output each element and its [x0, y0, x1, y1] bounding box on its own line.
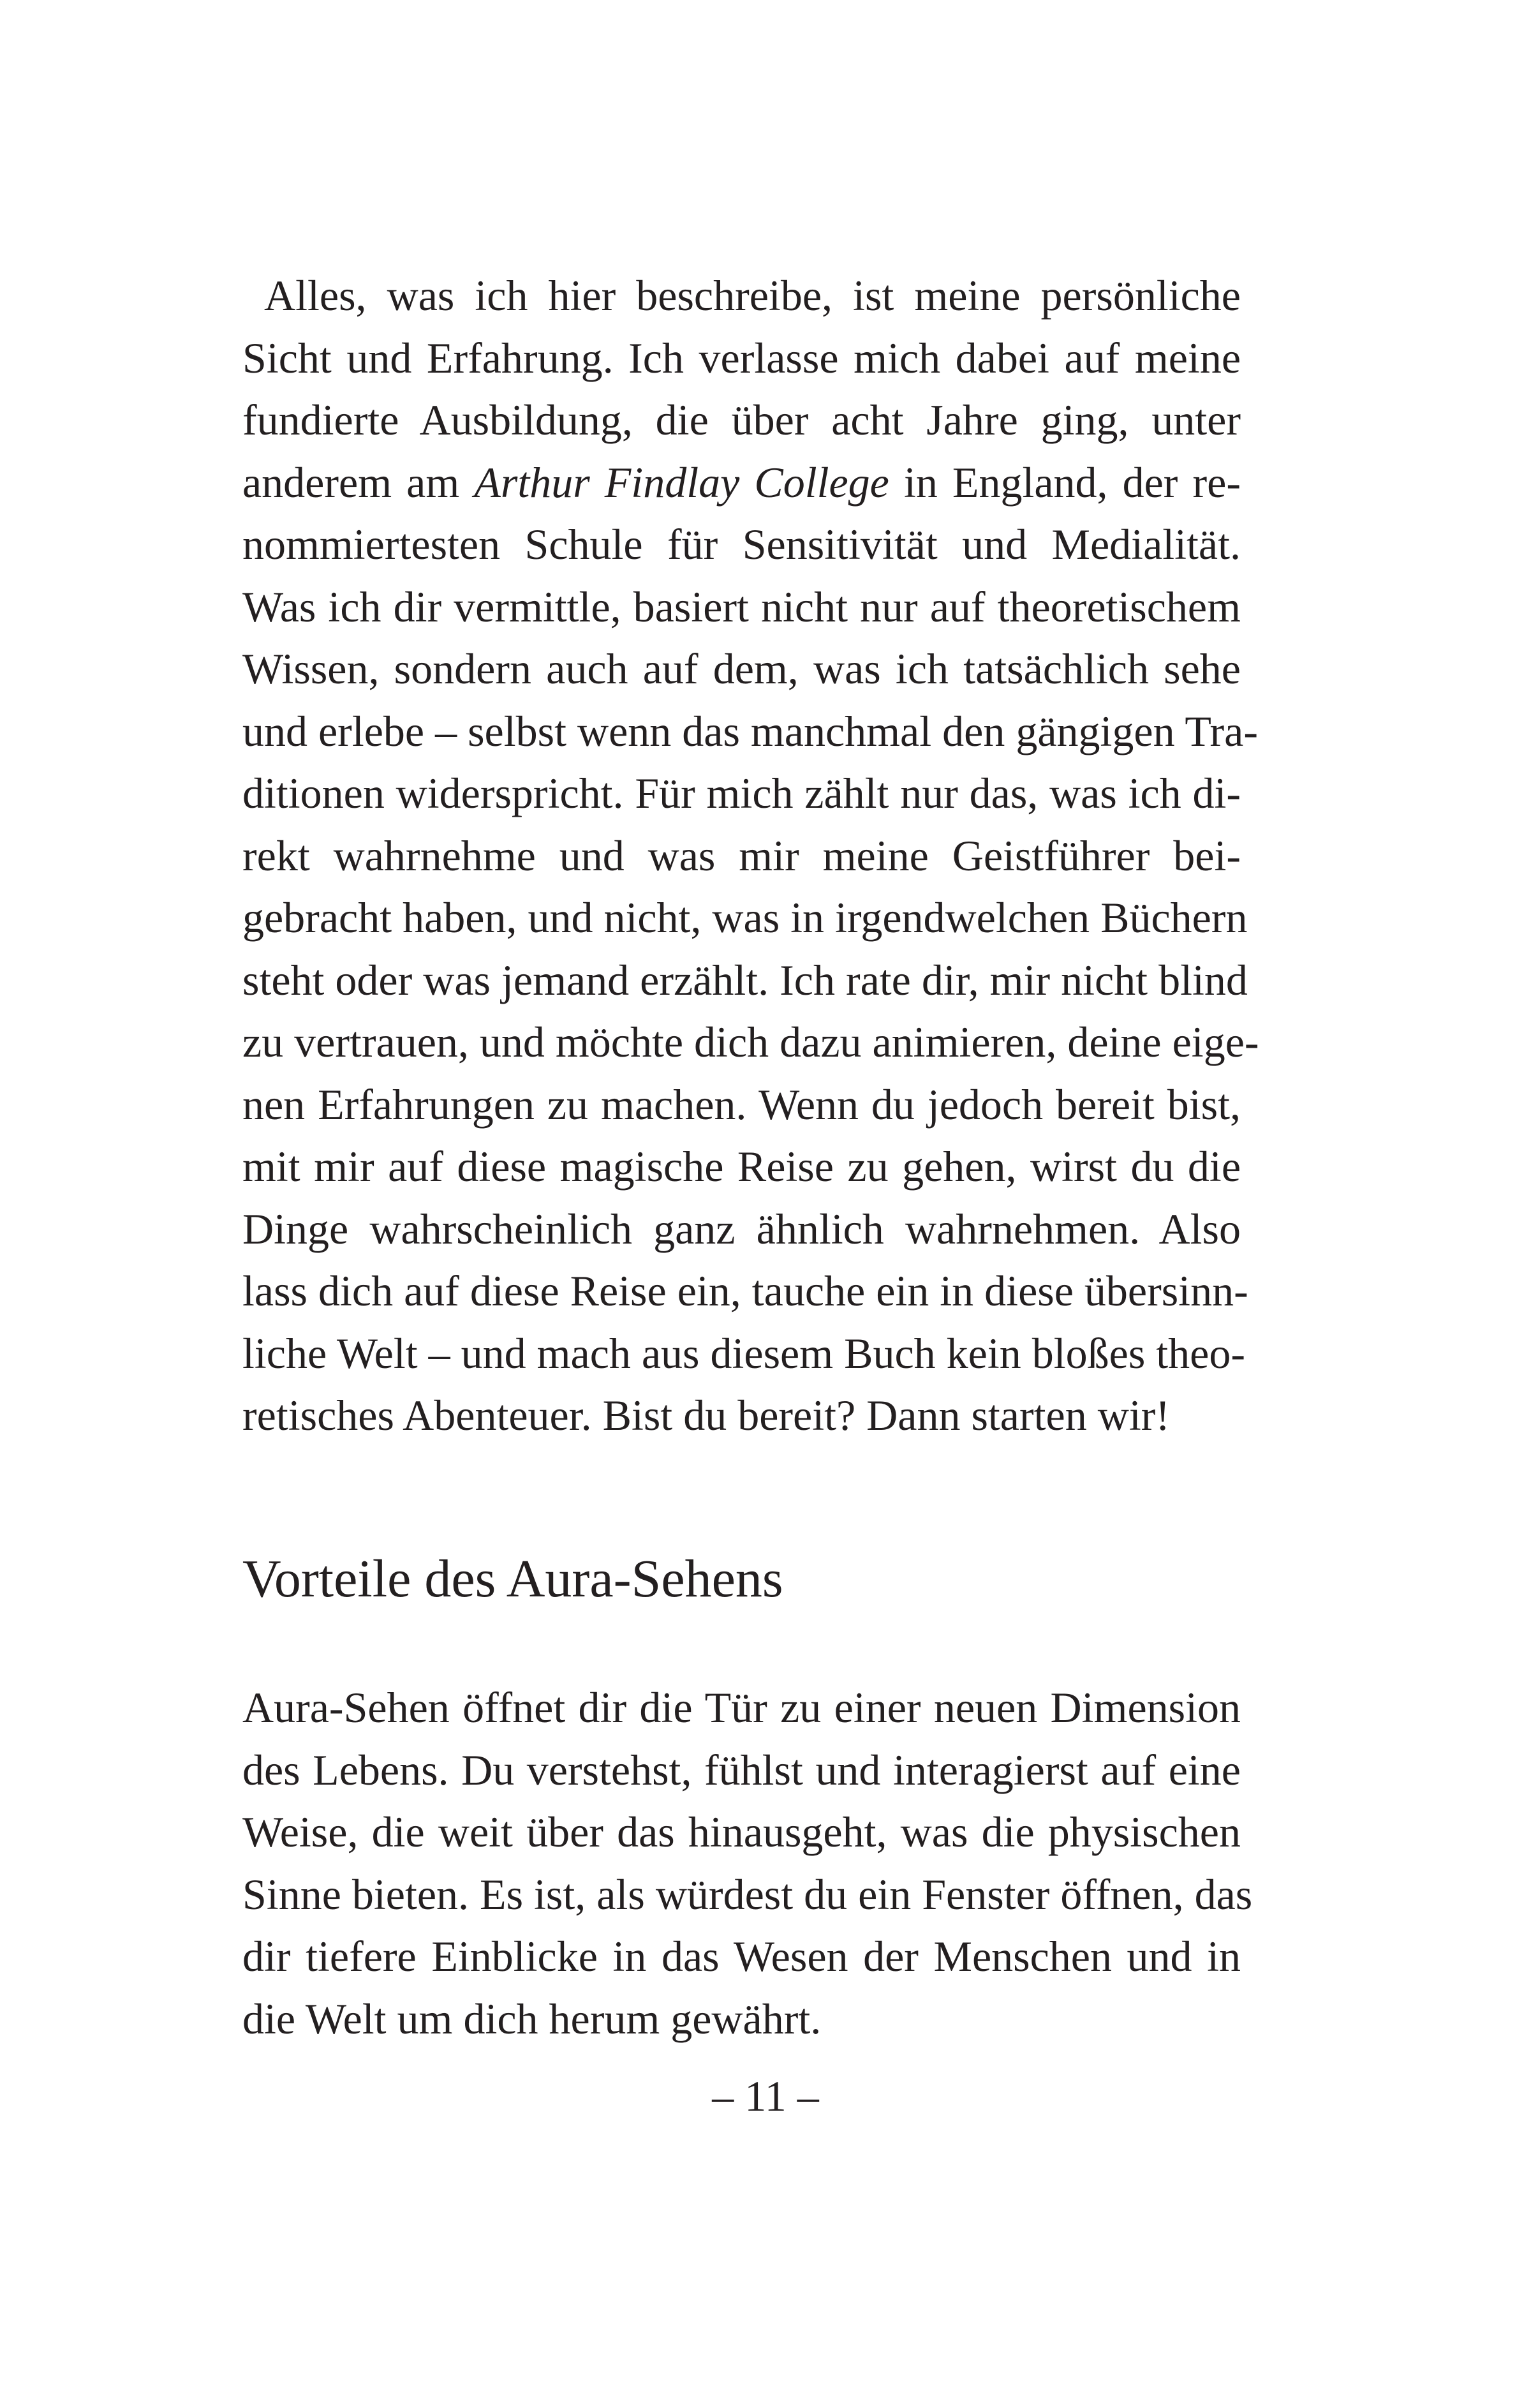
text-line: Alles, was ich hier beschreibe, ist meine persönliche: [264, 271, 1241, 320]
text-line: dir tiefere Einblicke in das Wesen der Menschen und in: [242, 1932, 1241, 1981]
body-paragraph-intro: [242, 265, 1259, 1447]
text-line: lass dich auf diese Reise ein, tauche ein in diese übersinn-: [242, 1267, 1248, 1315]
college-name-italic: Arthur Findlay College: [474, 457, 889, 507]
text-line: liche Welt – und mach aus diesem Buch kein bloßes theo-: [242, 1328, 1246, 1378]
text-run: in England, der re-: [889, 457, 1241, 507]
text-line: Aura-Sehen öffnet dir die Tür zu einer neuen Dimension: [242, 1683, 1241, 1732]
text-line: gebracht haben, und nicht, was in irgendwelchen Büchern: [242, 893, 1248, 942]
text-line: nommiertesten Schule für Sensitivität und Medialität.: [242, 520, 1241, 569]
body-paragraph-aura: [242, 1677, 1253, 2050]
text-line: rekt wahrnehme und was mir meine Geistführer bei-: [242, 831, 1241, 880]
text-line: zu vertrauen, und möchte dich dazu animieren, deine eige-: [242, 1018, 1259, 1066]
text-run: anderem am: [242, 457, 475, 507]
text-line: Wissen, sondern auch auf dem, was ich tatsächlich sehe: [242, 644, 1241, 693]
text-line: Was ich dir vermittle, basiert nicht nur auf theoretischem: [242, 582, 1241, 631]
text-line: Sinne bieten. Es ist, als würdest du ein Fenster öffnen, das: [242, 1869, 1253, 1919]
text-line: retisches Abenteuer. Bist du bereit? Dann starten wir!: [242, 1391, 1170, 1439]
text-line: des Lebens. Du verstehst, fühlst und interagierst auf eine: [242, 1745, 1241, 1794]
page-number: – 11 –: [712, 2072, 819, 2120]
text-line: und erlebe – selbst wenn das manchmal den gängigen Tra-: [242, 706, 1258, 755]
text-line: nen Erfahrungen zu machen. Wenn du jedoch bereit bist,: [242, 1080, 1241, 1129]
text-line: steht oder was jemand erzählt. Ich rate dir, mir nicht blind: [242, 955, 1248, 1004]
text-line: Dinge wahrscheinlich ganz ähnlich wahrnehmen. Also: [242, 1204, 1241, 1253]
text-line: fundierte Ausbildung, die über acht Jahre ging, unter: [242, 396, 1241, 444]
text-line: Sicht und Erfahrung. Ich verlasse mich dabei auf meine: [242, 333, 1241, 382]
section-heading: Vorteile des Aura-Sehens: [242, 1549, 783, 1609]
text-line: mit mir auf diese magische Reise zu gehen, wirst du die: [242, 1142, 1241, 1191]
text-line: die Welt um dich herum gewährt.: [242, 1994, 822, 2043]
text-line: Weise, die weit über das hinausgeht, was die physischen: [242, 1808, 1241, 1856]
text-line: ditionen widerspricht. Für mich zählt nur das, was ich di-: [242, 769, 1241, 817]
text-line-with-italic: [242, 452, 1241, 514]
